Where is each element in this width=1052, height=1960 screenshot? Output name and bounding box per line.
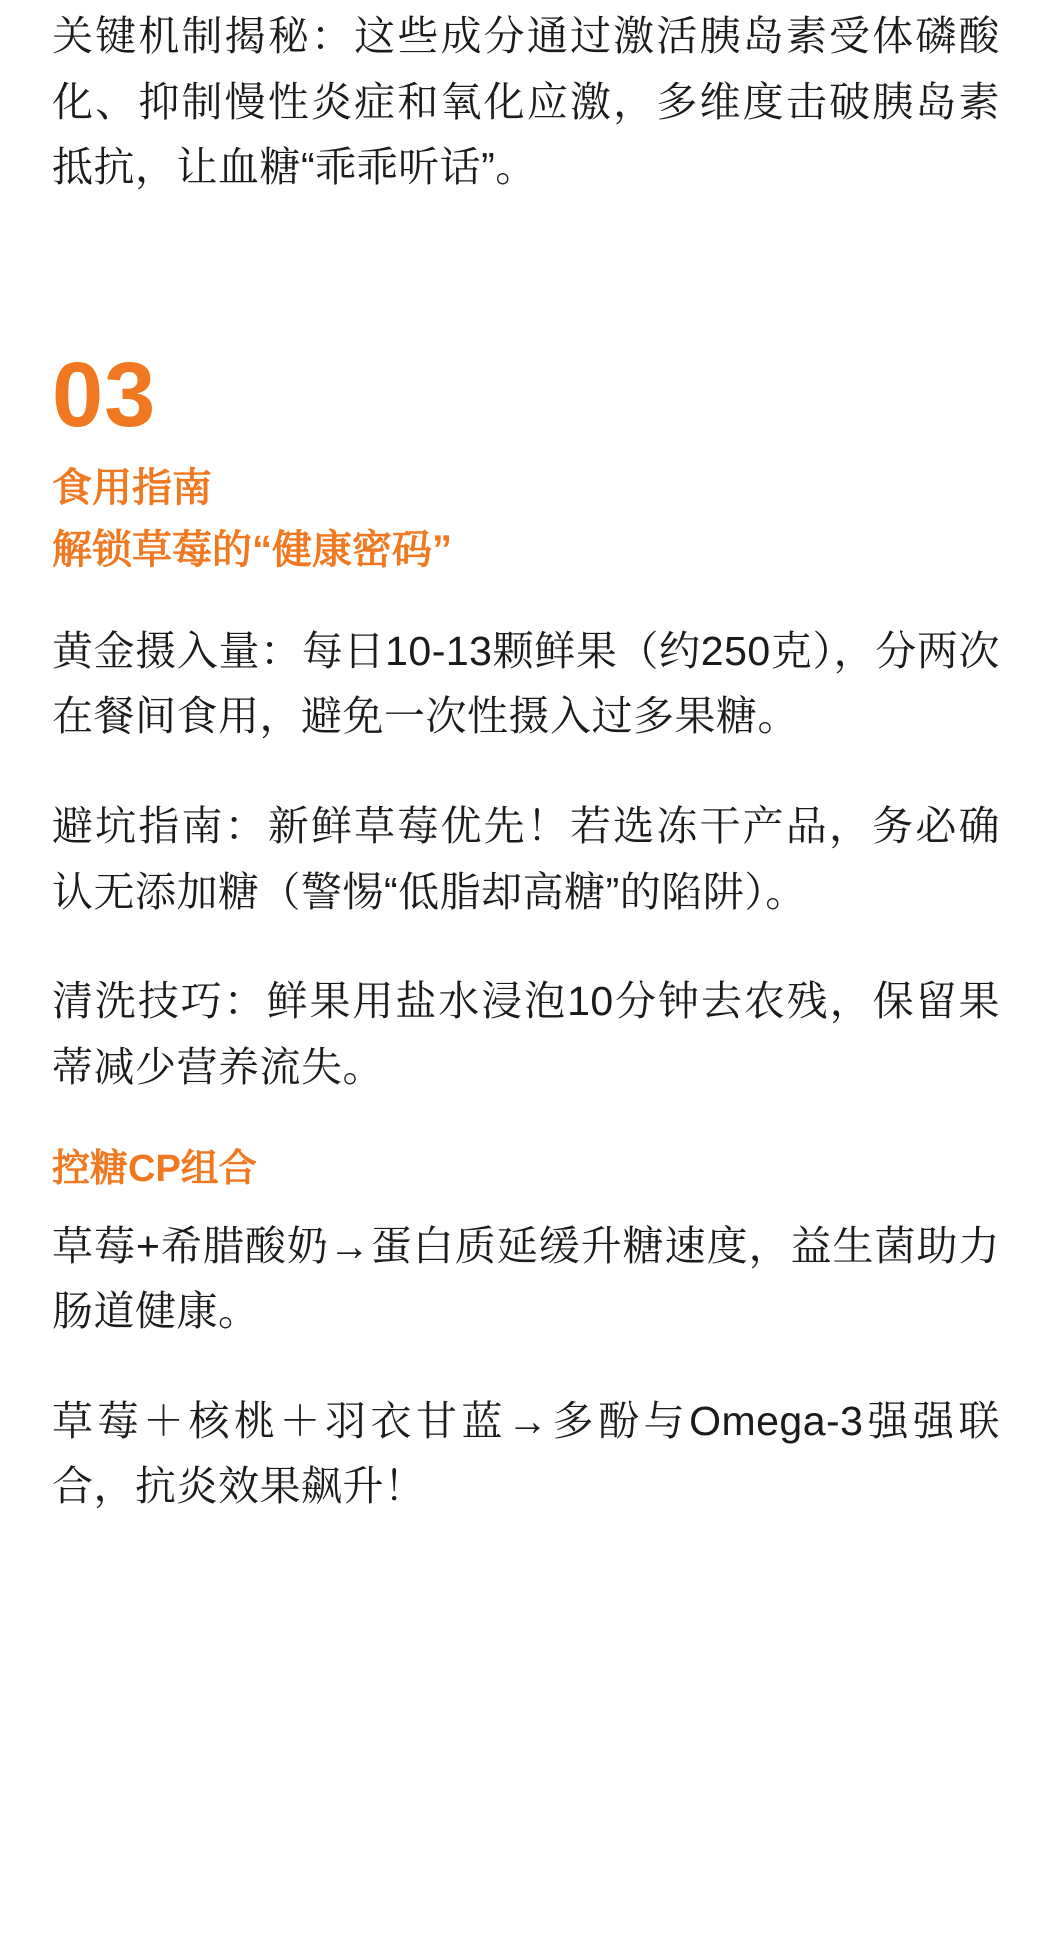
paragraph-spacer-2 <box>52 925 1000 969</box>
paragraph-spacer-1 <box>52 750 1000 794</box>
section-spacer <box>52 201 1000 349</box>
section-title: 食用指南 <box>52 465 212 510</box>
header-body-spacer <box>52 575 1000 619</box>
guide-paragraph-intake: 黄金摄入量：每日10-13颗鲜果（约250克），分两次在餐间食用，避免一次性摄入过多果糖。 <box>52 627 1000 740</box>
guide-paragraph-washing: 清洗技巧：鲜果用盐水浸泡10分钟去农残，保留果蒂减少营养流失。 <box>52 978 1000 1090</box>
paragraph-spacer-3 <box>52 1100 1000 1144</box>
guide-paragraph-pitfalls: 避坑指南：新鲜草莓优先！若选冻干产品，务必确认无添加糖（警惕“低脂却高糖”的陷阱）。 <box>52 802 1000 915</box>
combo-heading: 控糖CP组合 <box>52 1148 257 1191</box>
paragraph-spacer-4 <box>52 1345 1000 1389</box>
combo-item-yogurt: 草莓+希腊酸奶→蛋白质延缓升糖速度，益生菌助力肠道健康。 <box>52 1222 1000 1335</box>
section-header <box>52 343 1000 575</box>
combo-item-walnut-kale: 草莓＋核桃＋羽衣甘蓝→多酚与Omega-3强强联合，抗炎效果飙升！ <box>52 1397 1000 1510</box>
section-number: 03 <box>52 343 157 446</box>
intro-paragraph: 关键机制揭秘：这些成分通过激活胰岛素受体磷酸化、抑制慢性炎症和氧化应激，多维度击破胰岛素抵抗，让血糖“乖乖听话”。 <box>52 13 1000 191</box>
section-subtitle: 解锁草莓的“健康密码” <box>52 527 452 572</box>
